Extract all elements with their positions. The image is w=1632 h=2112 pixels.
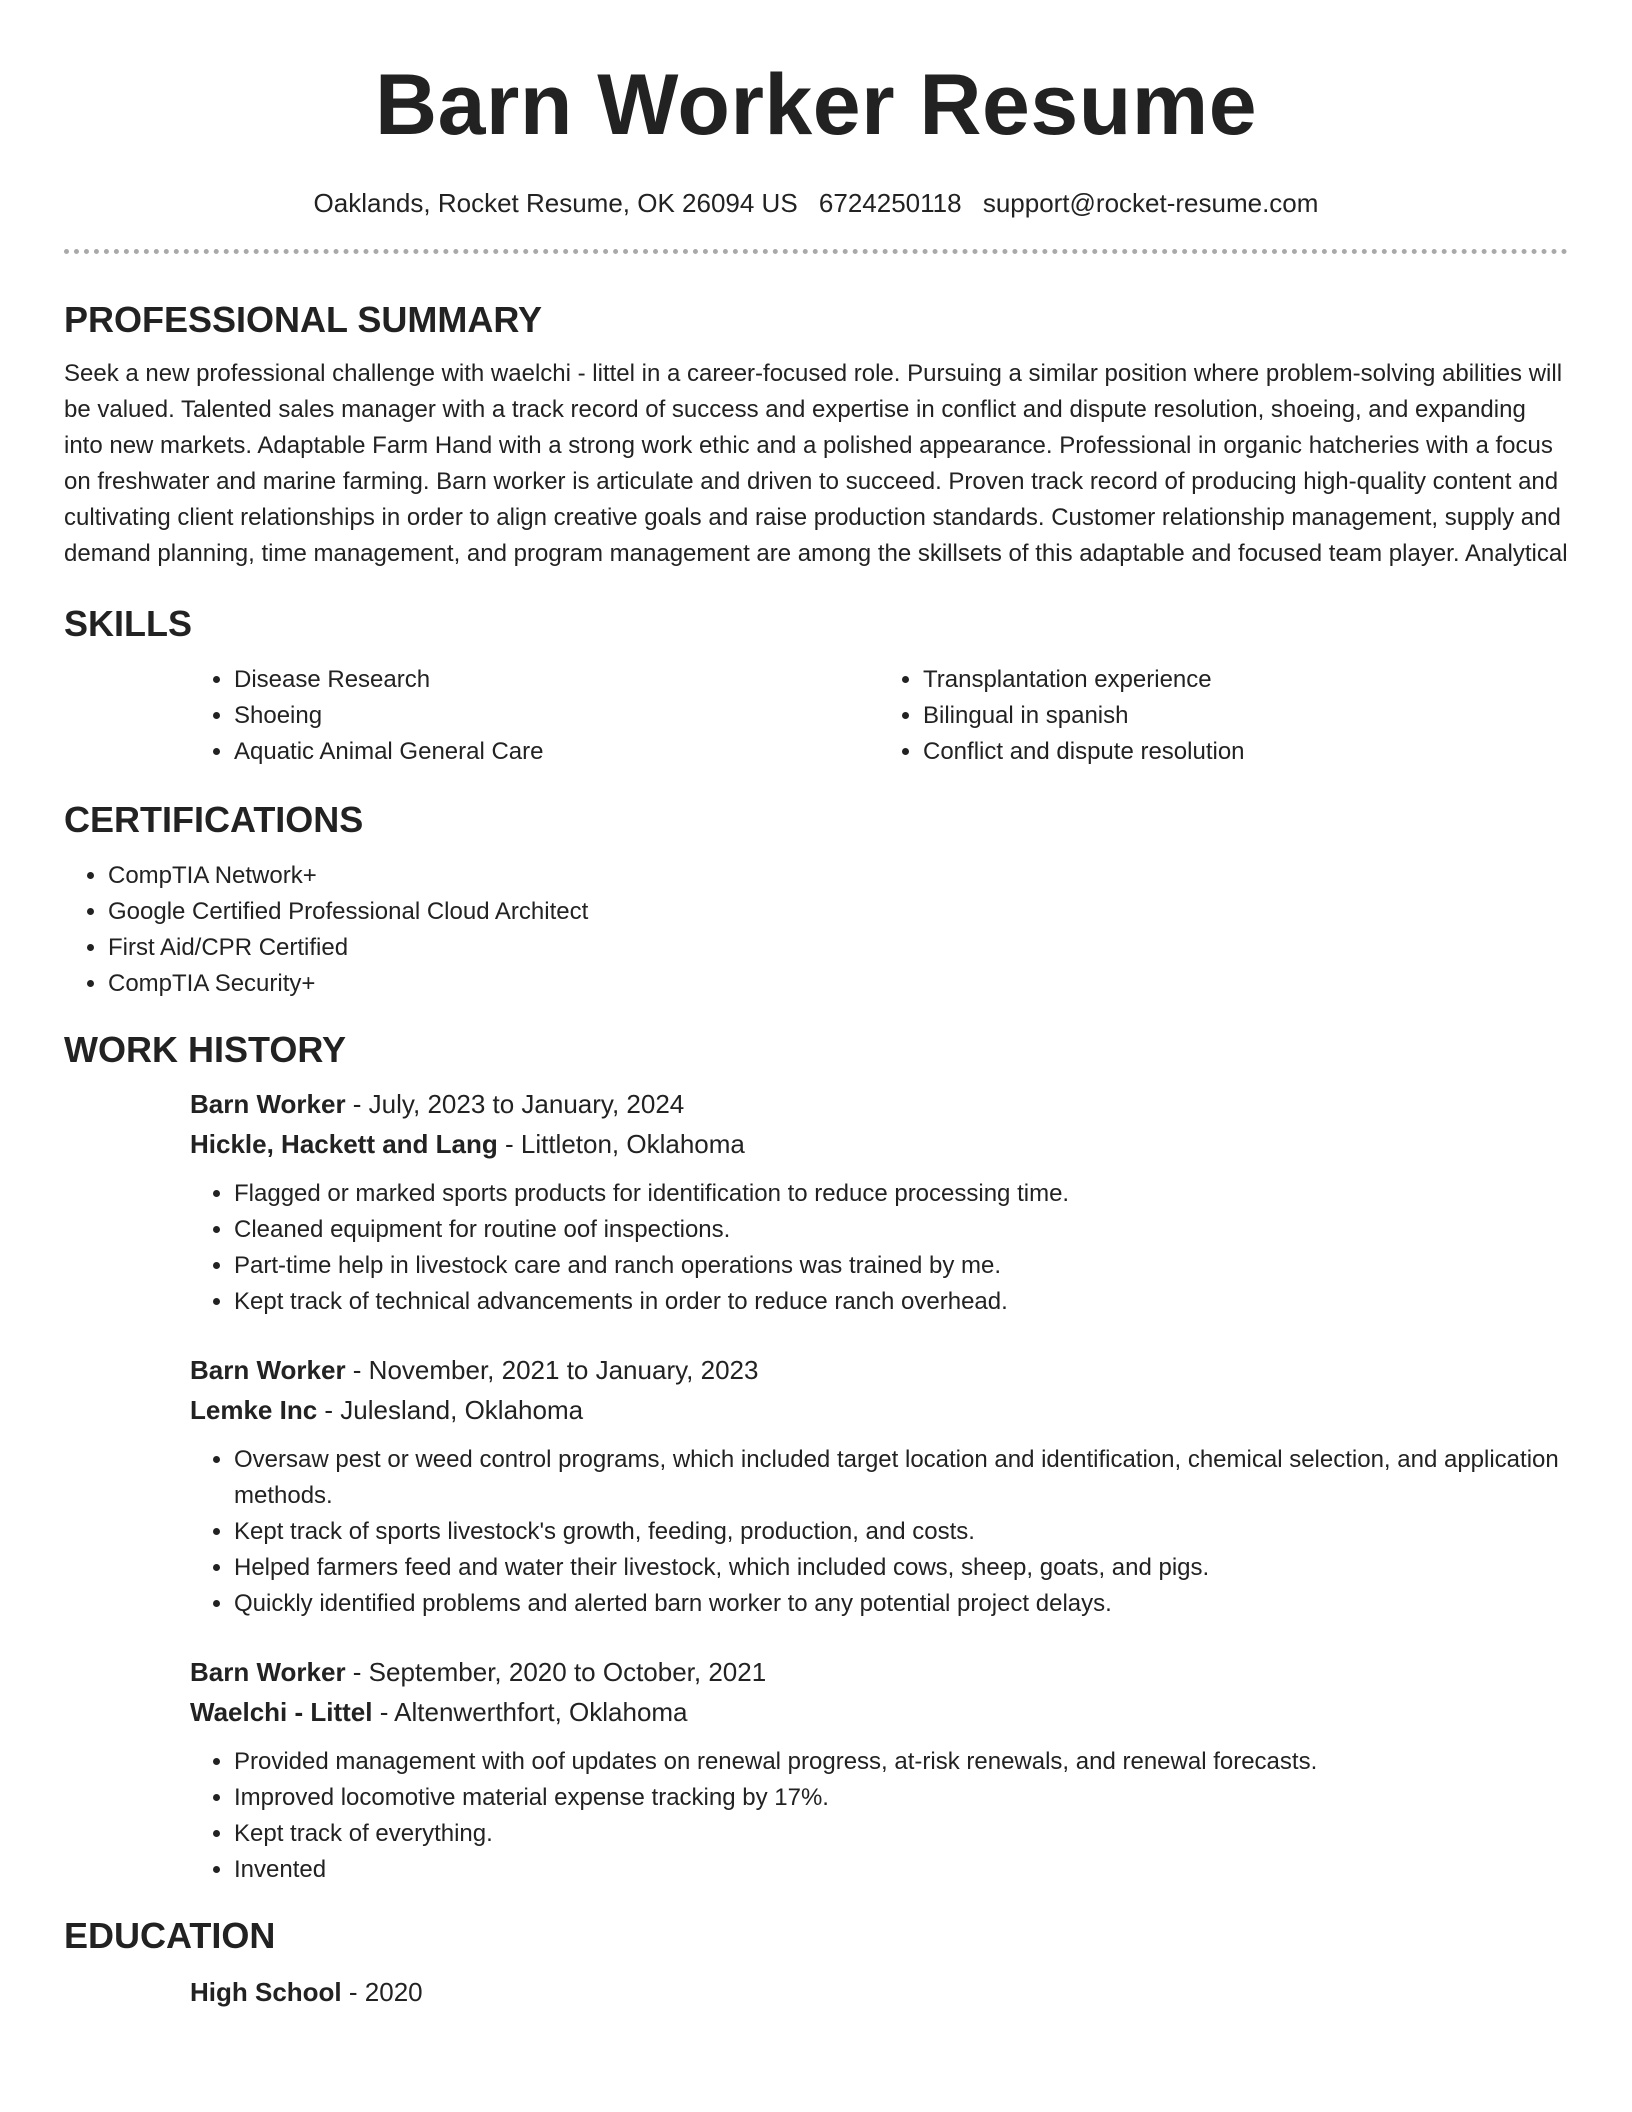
job-title: Barn Worker	[190, 1089, 346, 1119]
summary-heading: PROFESSIONAL SUMMARY	[64, 299, 543, 340]
job-dates: - July, 2023 to January, 2024	[345, 1089, 685, 1119]
job-entry	[190, 1084, 1568, 1320]
job-duty: • Kept track of technical advancements in order to reduce ranch overhead.	[234, 1284, 1568, 1320]
job-company-line	[190, 1390, 1568, 1430]
job-title-line	[190, 1350, 1568, 1390]
job-duty: • Flagged or marked sports products for identification to reduce processing time.	[234, 1176, 1568, 1212]
contact-phone: 6724250118	[818, 188, 962, 218]
job-company: Lemke Inc	[190, 1395, 318, 1425]
job-duty: • Oversaw pest or weed control programs, which included target location and identification, chemical selection, and application methods.	[234, 1442, 1568, 1514]
certification-item: • Google Certified Professional Cloud Architect	[108, 894, 1568, 930]
job-duty: • Kept track of sports livestock's growth, feeding, production, and costs.	[234, 1514, 1568, 1550]
certification-item: • First Aid/CPR Certified	[108, 930, 1568, 966]
job-location: - Julesland, Oklahoma	[317, 1395, 584, 1425]
job-duty: • Quickly identified problems and alerted barn worker to any potential project delays.	[234, 1586, 1568, 1622]
header-divider	[64, 249, 1568, 254]
job-duty: • Kept track of everything.	[234, 1816, 1568, 1852]
job-company-line	[190, 1692, 1568, 1732]
education-line	[190, 1972, 1568, 2012]
skill-item: • Shoeing	[234, 698, 879, 734]
education-degree: High School	[190, 1977, 342, 2007]
job-dates: - September, 2020 to October, 2021	[345, 1657, 767, 1687]
job-title: Barn Worker	[190, 1657, 346, 1687]
job-duties	[190, 1176, 1568, 1320]
skills-list	[190, 662, 1568, 770]
certification-item: • CompTIA Network+	[108, 858, 1568, 894]
education-year: - 2020	[341, 1977, 423, 2007]
skills-column-right	[879, 662, 1568, 770]
job-title-line	[190, 1084, 1568, 1124]
skill-item: • Aquatic Animal General Care	[234, 734, 879, 770]
job-entry	[190, 1350, 1568, 1622]
contact-line	[64, 188, 1568, 218]
certification-item: • CompTIA Security+	[108, 966, 1568, 1002]
job-dates: - November, 2021 to January, 2023	[345, 1355, 759, 1385]
skills-column-left	[190, 662, 879, 770]
contact-email: support@rocket-resume.com	[982, 188, 1319, 218]
job-location: - Littleton, Oklahoma	[497, 1129, 745, 1159]
job-duty: • Invented	[234, 1852, 1568, 1888]
education-heading: EDUCATION	[64, 1915, 276, 1956]
work-history-heading: WORK HISTORY	[64, 1029, 347, 1070]
education-entry	[190, 1972, 1568, 2012]
job-duties	[190, 1442, 1568, 1622]
job-duty: • Cleaned equipment for routine oof inspections.	[234, 1212, 1568, 1248]
contact-address: Oaklands, Rocket Resume, OK 26094 US	[313, 188, 798, 218]
page-title: Barn Worker Resume	[374, 57, 1258, 153]
skill-item: • Disease Research	[234, 662, 879, 698]
job-duty: • Provided management with oof updates on renewal progress, at-risk renewals, and renewal forecasts.	[234, 1744, 1568, 1780]
job-duties	[190, 1744, 1568, 1888]
job-duty: • Helped farmers feed and water their livestock, which included cows, sheep, goats, and pigs.	[234, 1550, 1568, 1586]
skills-heading: SKILLS	[64, 603, 193, 644]
job-duty: • Part-time help in livestock care and ranch operations was trained by me.	[234, 1248, 1568, 1284]
job-company: Hickle, Hackett and Lang	[190, 1129, 498, 1159]
job-location: - Altenwerthfort, Oklahoma	[372, 1697, 688, 1727]
skill-item: • Bilingual in spanish	[923, 698, 1568, 734]
job-company-line	[190, 1124, 1568, 1164]
summary-text: Seek a new professional challenge with waelchi - littel in a career-focused role. Pursuing a similar position where problem-solving abilities will be valued. Talented sales manager with a track record of success and expertise in conflict and dispute resolution, shoeing, and expanding into new markets. Adaptable Farm Hand with a strong work ethic and a polished appearance. Professional in organic hatcheries with a focus on freshwater and marine farming. Barn worker is articulate and driven to succeed. Proven track record of producing high-quality content and cultivating client relationships in order to align creative goals and raise production standards. Customer relationship management, supply and demand planning, time management, and program management are among the skillsets of this adaptable and focused team player. Analytical	[64, 360, 1568, 567]
job-company: Waelchi - Littel	[190, 1697, 373, 1727]
job-entry	[190, 1652, 1568, 1888]
job-title-line	[190, 1652, 1568, 1692]
skill-item: • Conflict and dispute resolution	[923, 734, 1568, 770]
skill-item: • Transplantation experience	[923, 662, 1568, 698]
certifications-heading: CERTIFICATIONS	[64, 799, 364, 840]
resume-page	[64, 0, 1568, 2012]
job-duty: • Improved locomotive material expense tracking by 17%.	[234, 1780, 1568, 1816]
job-title: Barn Worker	[190, 1355, 346, 1385]
certifications-list	[64, 858, 1568, 1002]
